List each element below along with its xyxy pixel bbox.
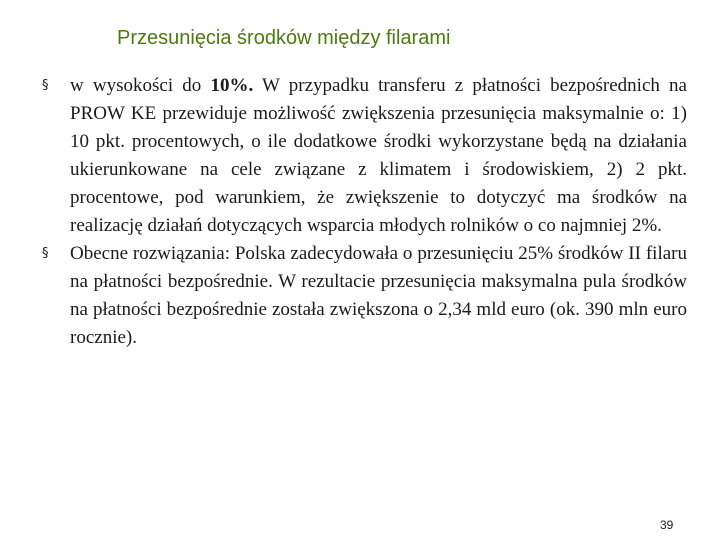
bullet-item-current-solutions [42,240,687,352]
bullet-body-text: W przypadku transferu z płatności bezpośrednich na PROW KE przewiduje możliwość zwiększenia przesunięcia maksymalnie o: 1) 10 pkt. procentowych, o ile dodatkowe środki wykorzystane będą na działania ukierunkowane na cele związane z klimatem i środowiskiem, 2) 2 pkt. procentowe, pod warunkiem, że zwiększenie to dotyczyć ma środków na realizację działań dotyczących wsparcia młodych rolników o co najmniej 2%. [70,75,687,236]
bullet-marker-icon: § [42,78,49,93]
bullet-body-text: Obecne rozwiązania: Polska zadecydowała o przesunięciu 25% środków II filaru na płatności bezpośrednie. W rezultacie przesunięcia maksymalna pula środków na płatności bezpośrednie została zwiększona o 2,34 mld euro (ok. 390 mln euro rocznie). [70,243,687,348]
bullet-lead-text: w wysokości do [70,75,211,96]
page-number: 39 [660,518,674,532]
slide-title: Przesunięcia środków między filarami [117,27,451,49]
bullet-list [42,72,687,352]
bullet-marker-icon: § [42,246,49,261]
bullet-item-transfer-limit [42,72,687,240]
bullet-emphasis-text: 10%. [210,75,254,96]
